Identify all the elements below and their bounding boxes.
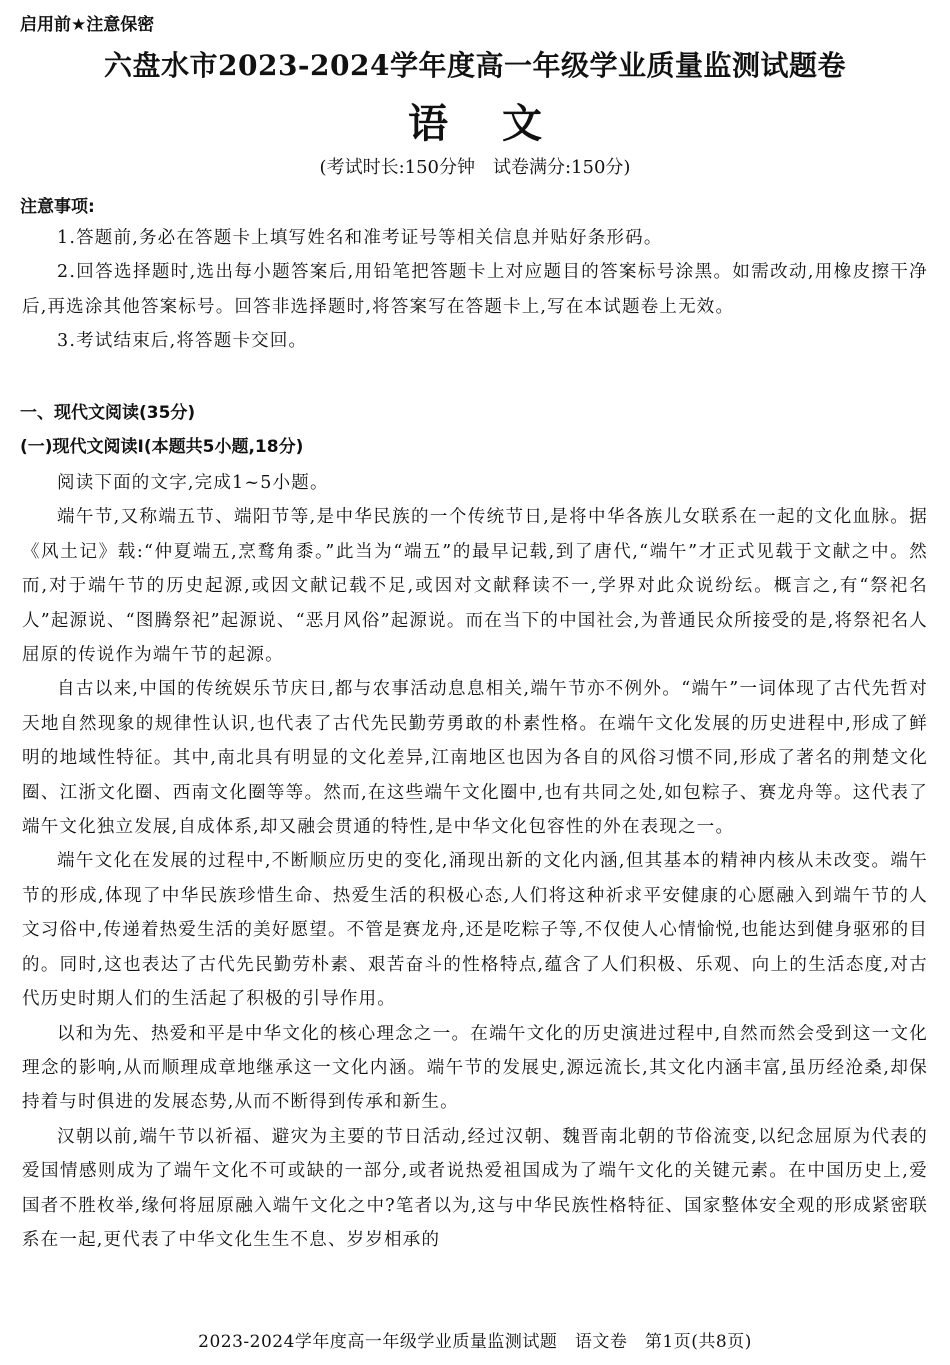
passage-paragraph: 以和为先、热爱和平是中华文化的核心理念之一。在端午文化的历史演进过程中,自然而然会受到这一文化理念的影响,从而顺理成章地继承这一文化内涵。端午节的发展史,源远流长,其文化内涵丰富,虽历经沧桑,却保持着与时俱进的发展态势,从而不断得到传承和新生。 <box>22 1023 928 1113</box>
passage-paragraph: 端午文化在发展的过程中,不断顺应历史的变化,涌现出新的文化内涵,但其基本的精神内核从未改变。端午节的形成,体现了中华民族珍惜生命、热爱生活的积极心态,人们将这种祈求平安健康的心愿融入到端午节的人文习俗中,传递着热爱生活的美好愿望。不管是赛龙舟,还是吃粽子等,不仅使人心情愉悦,也能达到健身驱邪的目的。同时,这也表达了古代先民勤劳朴素、艰苦奋斗的性格特点,蕴含了人们积极、乐观、向上的生活态度,对古代历史时期人们的生活起了积极的引导作用。 <box>22 851 928 1010</box>
section-heading: 一、现代文阅读(35分) <box>20 403 196 423</box>
passage-paragraph: 自古以来,中国的传统娱乐节庆日,都与农事活动息息相关,端午节亦不例外。“端午”一词体现了古代先哲对天地自然现象的规律性认识,也代表了古代先民勤劳勇敢的朴素性格。在端午文化发展的历史进程中,形成了鲜明的地域性特征。其中,南北具有明显的文化差异,江南地区也因为各自的风俗习惯不同,形成了著名的荆楚文化圈、江浙文化圈、西南文化圈等等。然而,在这些端午文化圈中,也有共同之处,如包粽子、赛龙舟等。这代表了端午文化独立发展,自成体系,却又融会贯通的特性,是中华文化包容性的外在表现之一。 <box>22 679 928 838</box>
confidential-label: 启用前★注意保密 <box>20 15 155 35</box>
notes-heading: 注意事项: <box>20 197 95 217</box>
subject-title: 语 文 <box>408 100 542 147</box>
subsection-heading: (一)现代文阅读Ⅰ(本题共5小题,18分) <box>20 437 304 457</box>
reading-passage <box>22 466 928 1257</box>
notes-list <box>22 221 928 359</box>
instruction-text: 阅读下面的文字,完成1~5小题。 <box>57 473 329 493</box>
passage-paragraph: 端午节,又称端五节、端阳节等,是中华民族的一个传统节日,是将中华各族儿女联系在一起的文化血脉。据《风土记》载:“仲夏端五,烹鹜角黍。”此当为“端五”的最早记载,到了唐代,“端午”才正式见载于文献之中。然而,对于端午节的历史起源,或因文献记载不足,或因对文献释读不一,学界对此众说纷纭。概言之,有“祭祀名人”起源说、“图腾祭祀”起源说、“恶月风俗”起源说。而在当下的中国社会,为普通民众所接受的是,将祭祀名人屈原的传说作为端午节的起源。 <box>22 507 928 666</box>
exam-duration-info: (考试时长:150分钟 试卷满分:150分) <box>319 157 631 178</box>
note-item: 3.考试结束后,将答题卡交回。 <box>57 331 308 352</box>
note-item: 1.答题前,务必在答题卡上填写姓名和准考证号等相关信息并贴好条形码。 <box>57 228 663 248</box>
note-item: 2.回答选择题时,选出每小题答案后,用铅笔把答题卡上对应题目的答案标号涂黑。如需改动,用橡皮擦干净后,再选涂其他答案标号。回答非选择题时,将答案写在答题卡上,写在本试题卷上无效。 <box>22 262 928 317</box>
page-footer: 2023-2024学年度高一年级学业质量监测试题 语文卷 第1页(共8页) <box>198 1332 752 1352</box>
exam-title: 六盘水市2023-2024学年度高一年级学业质量监测试题卷 <box>104 49 846 82</box>
passage-paragraph: 汉朝以前,端午节以祈福、避灾为主要的节日活动,经过汉朝、魏晋南北朝的节俗流变,以纪念屈原为代表的爱国情感则成为了端午文化不可或缺的一部分,或者说热爱祖国成为了端午文化的关键元素。在中国历史上,爱国者不胜枚举,缘何将屈原融入端午文化之中?笔者以为,这与中华民族性格特征、国家整体安全观的形成紧密联系在一起,更代表了中华文化生生不息、岁岁相承的 <box>22 1126 928 1250</box>
